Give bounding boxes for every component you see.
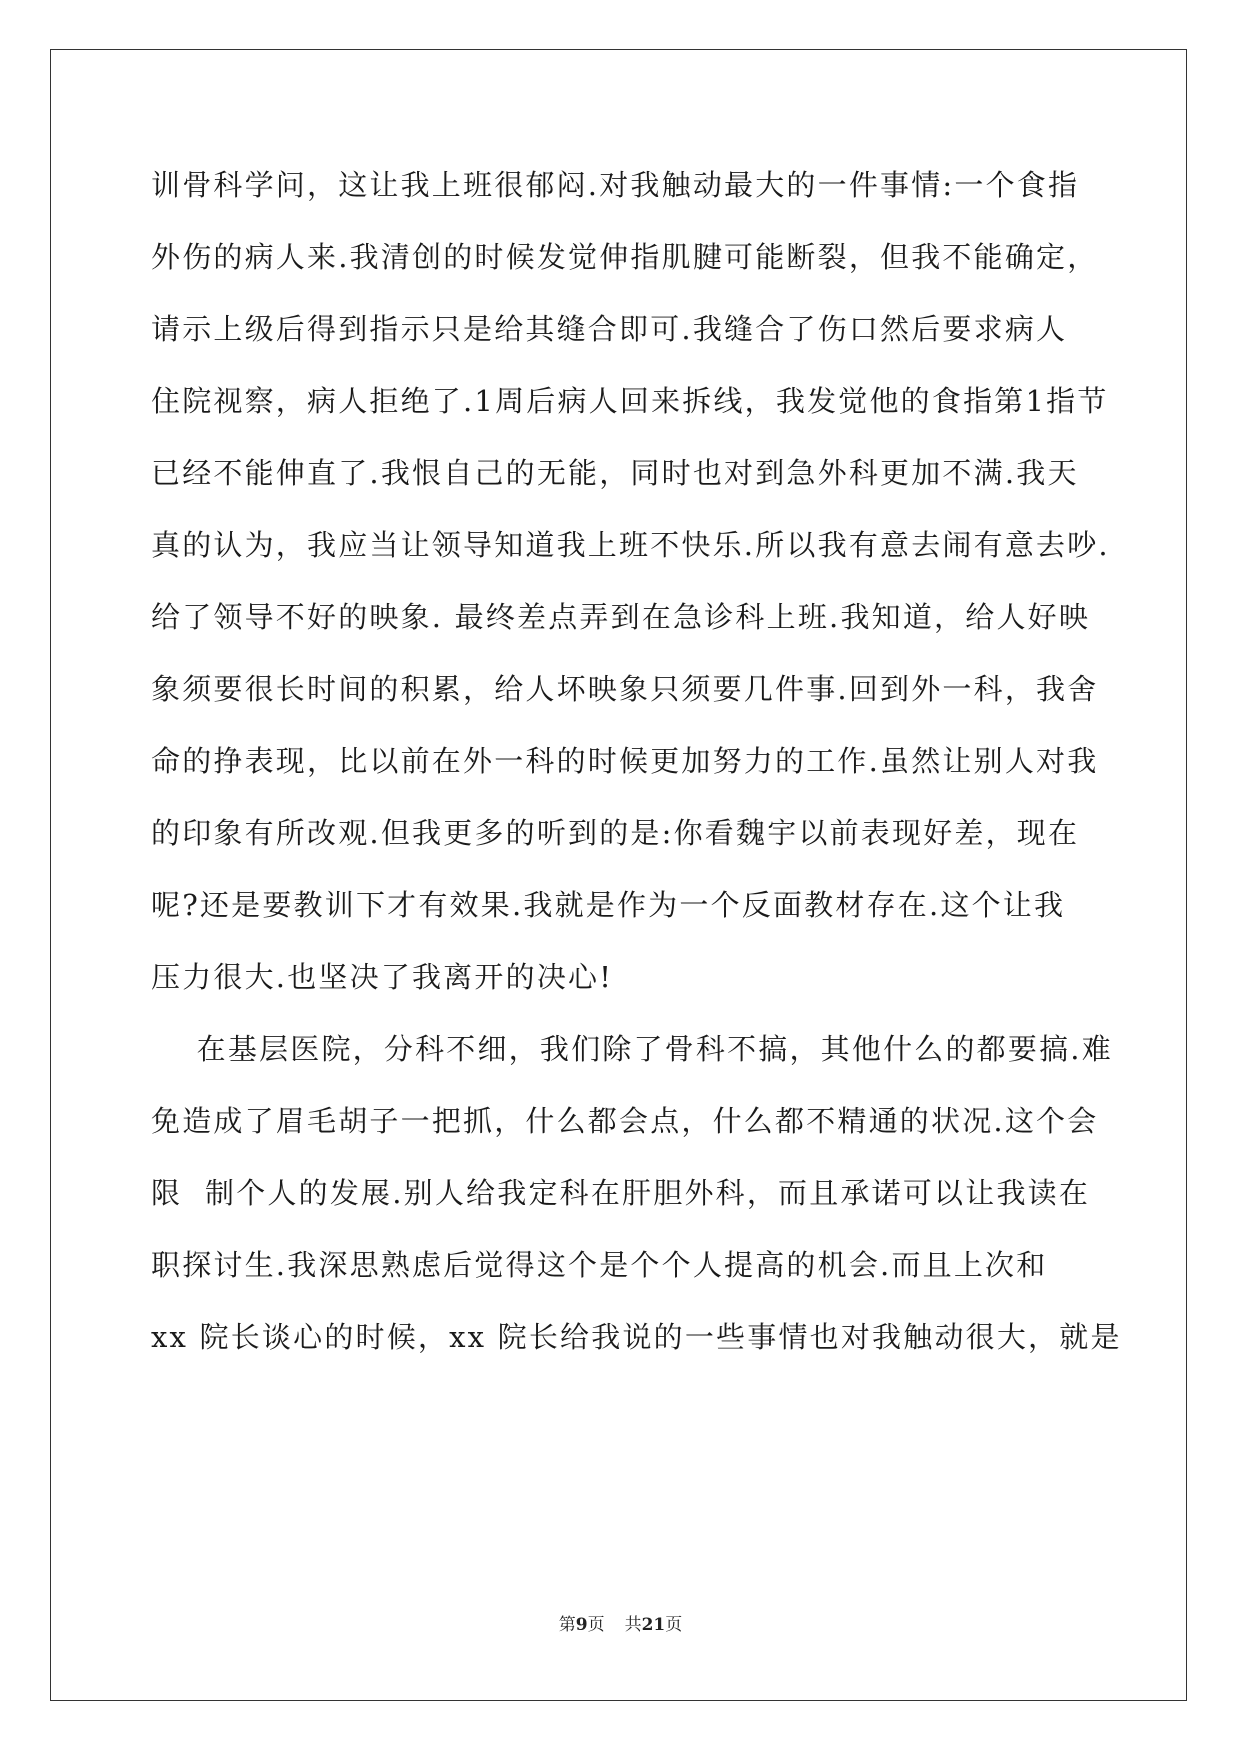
footer-prefix: 第 (558, 1615, 576, 1635)
text-line: 免造成了眉毛胡子一把抓，什么都会点，什么都不精通的状况.这个会 (151, 1104, 1099, 1138)
text-line: 训骨科学问，这让我上班很郁闷.对我触动最大的一件事情:一个食指 (151, 168, 1080, 202)
text-line: 请示上级后得到指示只是给其缝合即可.我缝合了伤口然后要求病人 (151, 312, 1068, 346)
page-number: 9 (575, 1615, 588, 1635)
total-unit: 页 (665, 1615, 683, 1635)
total-pages: 21 (641, 1615, 666, 1635)
text-line: 压力很大.也坚决了我离开的决心! (151, 960, 614, 994)
text-line: 真的认为，我应当让领导知道我上班不快乐.所以我有意去闹有意去吵. (151, 528, 1110, 562)
page-border (50, 49, 1187, 1701)
page-footer (0, 1614, 1241, 1636)
text-line: 已经不能伸直了.我恨自己的无能，同时也对到急外科更加不满.我天 (151, 456, 1079, 490)
text-line: xx 院长谈心的时候，xx 院长给我说的一些事情也对我触动很大，就是 (151, 1320, 1122, 1354)
text-line: 职探讨生.我深思熟虑后觉得这个是个个人提高的机会.而且上次和 (151, 1248, 1048, 1282)
text-line: 命的挣表现，比以前在外一科的时候更加努力的工作.虽然让别人对我 (151, 744, 1099, 778)
text-line: 给了领导不好的映象. 最终差点弄到在急诊科上班.我知道，给人好映 (151, 600, 1091, 634)
text-line: 限 制个人的发展.别人给我定科在肝胆外科，而且承诺可以让我读在 (151, 1176, 1091, 1210)
text-line: 象须要很长时间的积累，给人坏映象只须要几件事.回到外一科，我舍 (151, 672, 1099, 706)
text-line: 呢?还是要教训下才有效果.我就是作为一个反面教材存在.这个让我 (151, 888, 1066, 922)
text-line: 住院视察，病人拒绝了.1周后病人回来拆线，我发觉他的食指第1指节 (151, 384, 1109, 418)
page-unit: 页 (587, 1615, 605, 1635)
text-line: 外伤的病人来.我清创的时候发觉伸指肌腱可能断裂，但我不能确定， (151, 240, 1099, 274)
total-prefix: 共 (624, 1615, 642, 1635)
text-line: 在基层医院，分科不细，我们除了骨科不搞，其他什么的都要搞.难 (151, 1032, 1113, 1066)
text-line: 的印象有所改观.但我更多的听到的是:你看魏宇以前表现好差，现在 (151, 816, 1080, 850)
